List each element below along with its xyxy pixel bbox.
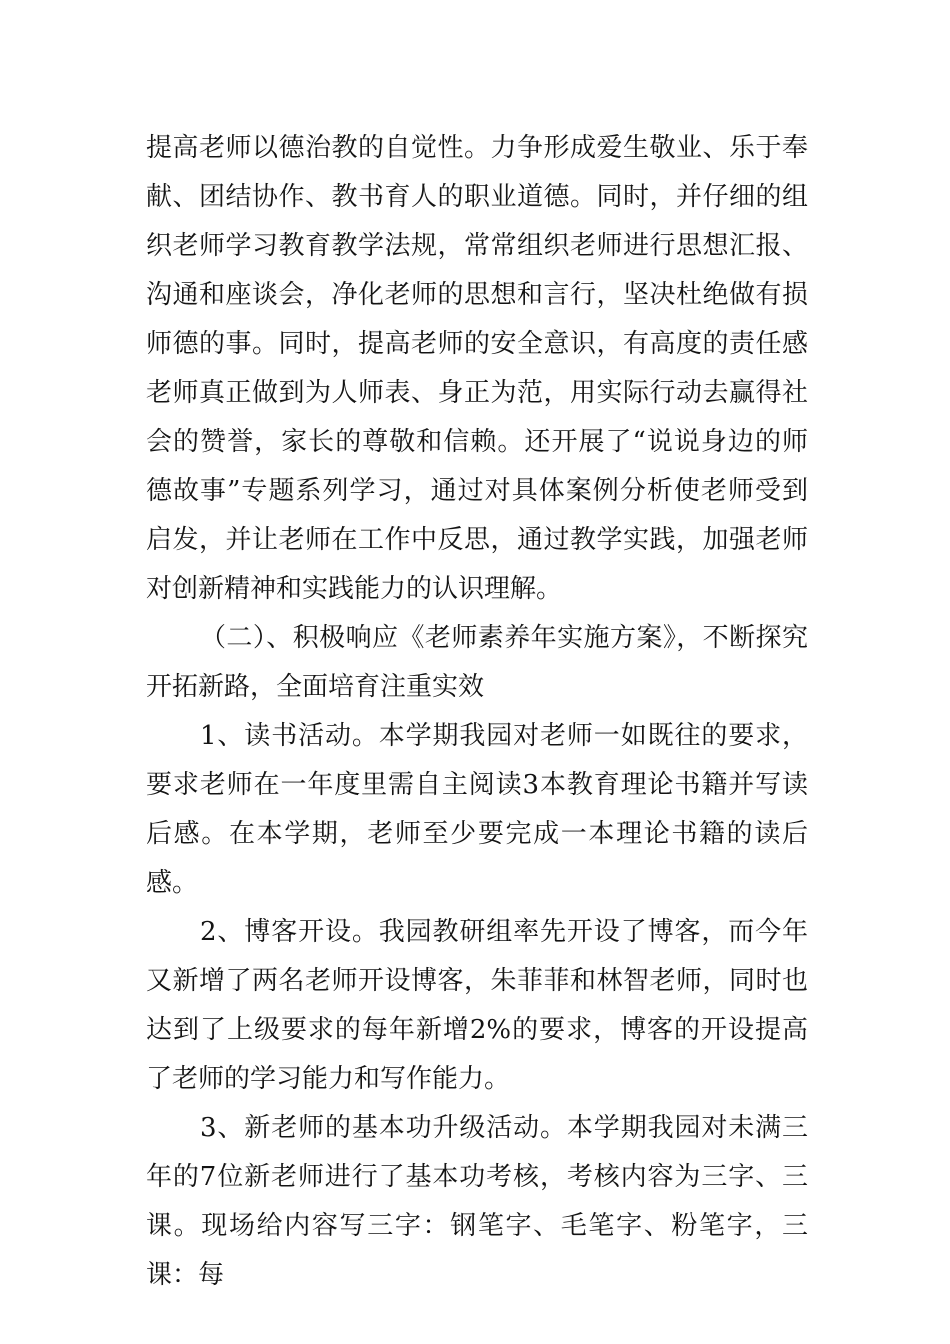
paragraph-new-teacher-skills: 3、新老师的基本功升级活动。本学期我园对未满三年的7位新老师进行了基本功考核，考核内容为三字、三课。现场给内容写三字：钢笔字、毛笔字、粉笔字，三课：每	[146, 1113, 808, 1290]
paragraph-blog-setup: 2、博客开设。我园教研组率先开设了博客，而今年又新增了两名老师开设博客，朱菲菲和林智老师，同时也达到了上级要求的每年新增2%的要求，博客的开设提高了老师的学习能力和写作能力。	[146, 917, 808, 1094]
paragraph-ethics-continued: 提高老师以德治教的自觉性。力争形成爱生敬业、乐于奉献、团结协作、教书育人的职业道德。同时，并仔细的组织老师学习教育教学法规，常常组织老师进行思想汇报、沟通和座谈会，净化老师的思想和言行，坚决杜绝做有损师德的事。同时，提高老师的安全意识，有高度的责任感老师真正做到为人师表、身正为范，用实际行动去赢得社会的赞誉，家长的尊敬和信赖。还开展了“说说身边的师德故事”专题系列学习，通过对具体案例分析使老师受到启发，并让老师在工作中反思，通过教学实践，加强老师对创新精神和实践能力的认识理解。	[146, 133, 808, 604]
paragraph-reading-activity: 1、读书活动。本学期我园对老师一如既往的要求，要求老师在一年度里需自主阅读3本教育理论书籍并写读后感。在本学期，老师至少要完成一本理论书籍的读后感。	[146, 721, 808, 898]
section-heading-two: （二）、积极响应《老师素养年实施方案》，不断探究开拓新路，全面培育注重实效	[146, 623, 808, 702]
document-body	[146, 124, 808, 1300]
